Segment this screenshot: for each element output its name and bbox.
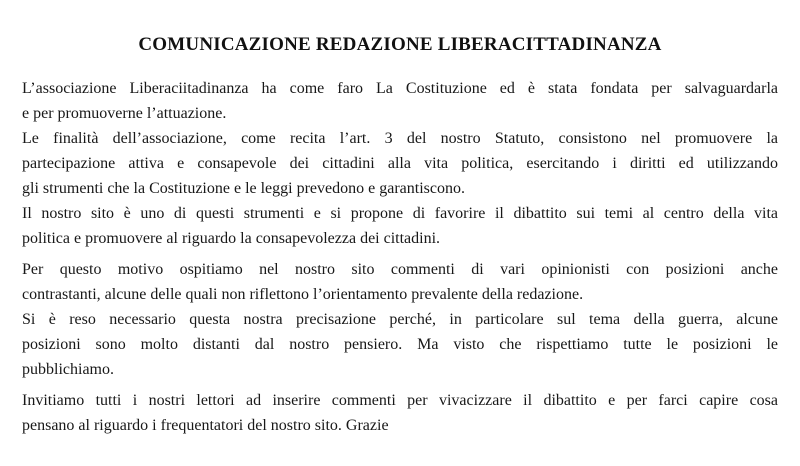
text-line: gli strumenti che la Costituzione e le leggi prevedono e garantiscono. xyxy=(22,180,465,197)
text-line: posizioni sono molto distanti dal nostro pensiero. Ma visto che rispettiamo tutte le posizioni le xyxy=(22,336,778,353)
text-line: contrastanti, alcune delle quali non riflettono l’orientamento prevalente della redazione. xyxy=(22,286,584,303)
text-line: Il nostro sito è uno di questi strumenti e si propone di favorire il dibattito sui temi al centro della vita xyxy=(22,205,778,222)
paragraph xyxy=(22,76,778,126)
paragraph xyxy=(22,307,778,382)
document-title: COMUNICAZIONE REDAZIONE LIBERACITTADINANZA xyxy=(138,34,662,55)
text-line: Si è reso necessario questa nostra precisazione perché, in particolare sul tema della guerra, alcune xyxy=(22,311,778,328)
text-line: politica e promuovere al riguardo la consapevolezza dei cittadini. xyxy=(22,230,441,247)
text-line: pensano al riguardo i frequentatori del nostro sito. Grazie xyxy=(22,417,389,434)
text-line: e per promuoverne l’attuazione. xyxy=(22,105,227,122)
paragraph xyxy=(22,126,778,201)
paragraph xyxy=(22,388,778,438)
paragraph xyxy=(22,201,778,251)
text-block-invitation xyxy=(22,388,778,438)
text-line: Le finalità dell’associazione, come recita l’art. 3 del nostro Statuto, consistono nel promuovere la xyxy=(22,130,778,147)
paragraph xyxy=(22,257,778,307)
text-block-opinions xyxy=(22,257,778,382)
text-line: pubblichiamo. xyxy=(22,361,114,378)
text-line: L’associazione Liberaciitadinanza ha come faro La Costituzione ed è stata fondata per salvaguardarla xyxy=(22,80,778,97)
document-body xyxy=(22,57,778,438)
text-line: Per questo motivo ospitiamo nel nostro sito commenti di vari opinionisti con posizioni anche xyxy=(22,261,778,278)
text-line: Invitiamo tutti i nostri lettori ad inserire commenti per vivacizzare il dibattito e per farci capire cosa xyxy=(22,392,778,409)
text-line: partecipazione attiva e consapevole dei cittadini alla vita politica, esercitando i diritti ed utilizzando xyxy=(22,155,778,172)
text-block-mission xyxy=(22,76,778,251)
